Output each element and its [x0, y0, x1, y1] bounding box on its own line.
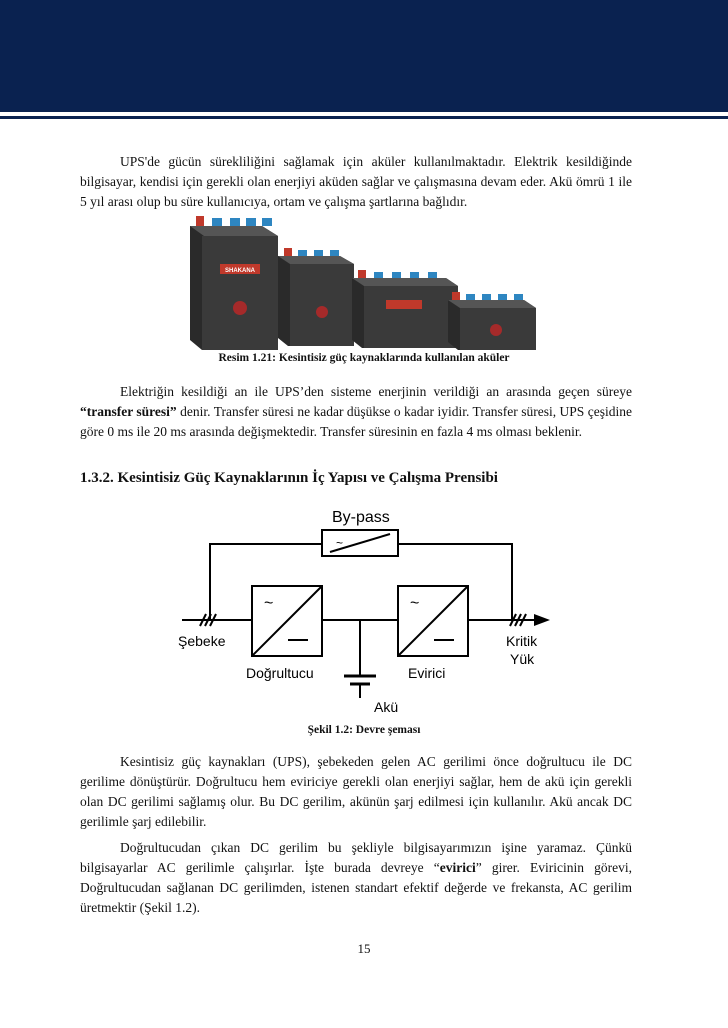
rectifier-ac-symbol: ~	[264, 595, 274, 612]
bypass-ac-symbol: ~	[336, 536, 344, 550]
output-arrow-icon	[534, 614, 550, 626]
battery-large	[190, 216, 278, 350]
paragraph-text: Elektriğin kesildiği an ile UPS’den sisteme enerjinin verildiği an arasında geçen süreye	[120, 384, 632, 399]
label-yuk: Yük	[510, 651, 535, 667]
inverter-ac-symbol: ~	[410, 595, 420, 612]
header-rule	[0, 116, 728, 119]
bold-term: evirici	[439, 860, 476, 875]
battery-long	[352, 270, 458, 348]
paragraph-transfer-time	[80, 382, 632, 442]
paragraph-text: UPS'de gücün sürekliliğini sağlamak için aküler kullanılmaktadır. Elektrik kesildiğinde bilgisayar, kendisi için gerekli olan enerjiyi aküden sağlar ve çalışmasına devam eder. Akü ömrü 1 ile 5 yıl arası olup bu süre kullanıcıya, ortam ve çalışma şartlarına bağlıdır.	[80, 154, 632, 209]
battery-small	[448, 292, 536, 350]
header-band	[0, 0, 728, 112]
label-evirici: Evirici	[408, 665, 446, 681]
label-sebeke: Şebeke	[178, 633, 226, 649]
bold-term: “transfer süresi”	[80, 404, 177, 419]
paragraph-ups-operation	[80, 752, 632, 832]
battery-medium	[278, 248, 354, 346]
section-heading: 1.3.2. Kesintisiz Güç Kaynaklarının İç Yapısı ve Çalışma Prensibi	[80, 470, 498, 486]
battery-label: SHAKANA	[225, 268, 255, 274]
paragraph-text: denir. Transfer süresi ne kadar düşükse o kadar iyidir. Transfer süresi, UPS çeşidine göre 0 ms ile 20 ms arasında değişmektedir. Transfer süresinin en fazla 4 ms olması beklenir.	[80, 404, 632, 439]
label-kritik: Kritik	[506, 633, 538, 649]
paragraph-text: ” girer. Eviricinin görevi, Doğrultucudan sağlanan DC gerilimden, istenen standart efektif değerde ve frekansta, AC gerilim üretmektir (Şekil 1.2).	[80, 860, 632, 915]
photo-caption: Resim 1.21: Kesintisiz güç kaynaklarında kullanılan aküler	[218, 352, 510, 364]
paragraph-inverter	[80, 838, 632, 918]
paragraph-text: Kesintisiz güç kaynakları (UPS), şebekeden gelen AC gerilimi önce doğrultucu ile DC gerilime dönüştürür. Doğrultucu hem eviriciye gerekli olan enerjiyi sağlar, hem de akü için gerekli olan DC gerilimi sağlamış olur. Bu DC gerilim, akünün şarj edilmesi için kullanılır. Akü ancak DC gerilimle şarj edilebilir.	[80, 754, 632, 829]
label-dogrultucu: Doğrultucu	[246, 665, 314, 681]
circuit-diagram	[172, 500, 558, 720]
page-number: 15	[357, 941, 371, 956]
label-bypass: By-pass	[332, 509, 390, 526]
diagram-caption: Şekil 1.2: Devre şeması	[307, 724, 421, 736]
battery-photo	[190, 212, 540, 350]
paragraph-text: Doğrultucudan çıkan DC gerilim bu şekliyle bilgisayarımızın işine yaramaz. Çünkü bilgisayarlar AC gerilimle çalışırlar. İşte burada devreye “	[80, 840, 632, 875]
label-aku: Akü	[374, 699, 399, 715]
paragraph-battery-intro	[80, 152, 632, 212]
